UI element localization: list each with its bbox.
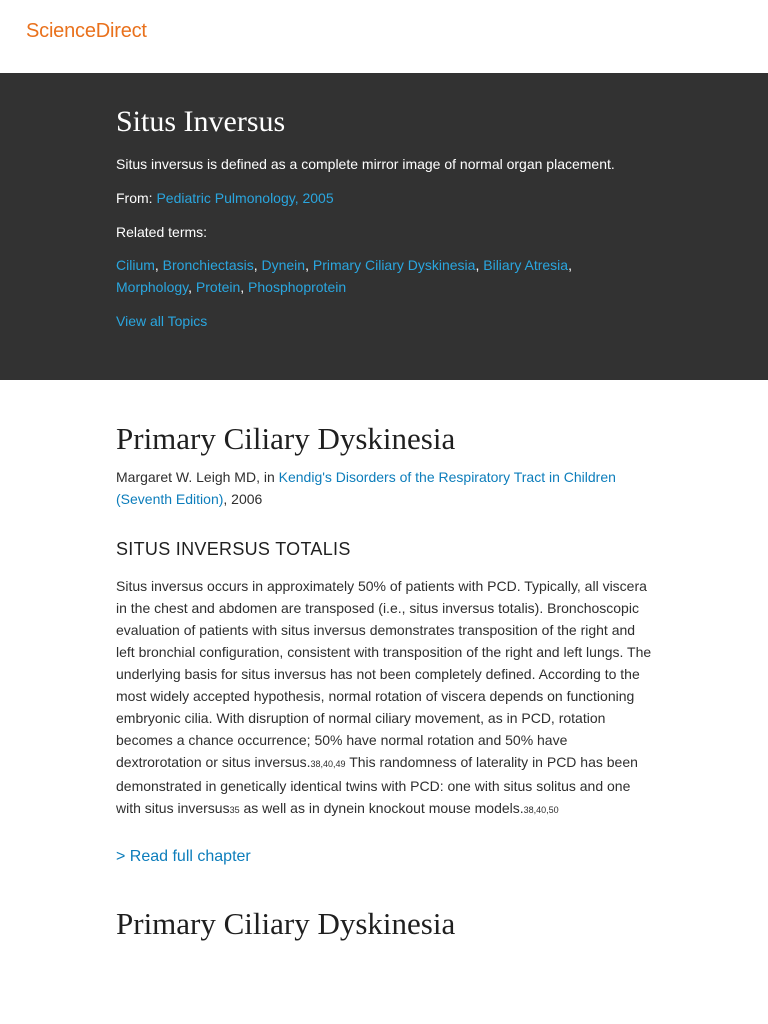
chapter-title[interactable]: Primary Ciliary Dyskinesia: [116, 906, 456, 941]
reference-citation[interactable]: 35: [229, 805, 240, 815]
related-term-link[interactable]: Protein: [195, 279, 241, 295]
topic-title: Situs Inversus: [116, 105, 286, 138]
related-term-link[interactable]: Dynein: [261, 257, 306, 273]
section-heading: SITUS INVERSUS TOTALIS: [116, 539, 351, 559]
excerpt-text: This randomness of laterality in PCD has been demonstrated in genetically identical twins with PCD: one with situs solitus and one with situs inversus: [116, 754, 638, 816]
topic-source: [116, 187, 652, 209]
article-entry: [116, 905, 652, 943]
reference-citation[interactable]: 38,40,50: [523, 805, 559, 815]
topic-definition: Situs inversus is defined as a complete mirror image of normal organ placement.: [116, 156, 615, 172]
related-terms-list: Cilium, Bronchiectasis, Dynein, Primary Ciliary Dyskinesia, Biliary Atresia, Morphology, Protein, Phosphoprotein: [116, 257, 572, 295]
site-header: [0, 0, 768, 73]
related-term-link[interactable]: Morphology: [116, 279, 189, 295]
excerpt-text: Situs inversus occurs in approximately 50% of patients with PCD. Typically, all viscera in the chest and abdomen are transposed (i.e., situs inversus totalis). Bronchoscopic evaluation of patients with situs inversus demonstrates transposition of the right and left bronchial configuration, consistent with transposition of the right and left lungs. The underlying basis for situs inversus has not been completely defined. According to the most widely accepted hypothesis, normal rotation of viscera depends on functioning embryonic cilia. With disruption of normal ciliary movement, as in PCD, rotation becomes a chance occurrence; 50% have normal rotation and 50% have dextrorotation or situs inversus.: [116, 578, 652, 770]
chapter-title[interactable]: Primary Ciliary Dyskinesia: [116, 421, 456, 456]
related-terms-label: Related terms:: [116, 224, 208, 240]
related-term-link[interactable]: Phosphoprotein: [248, 279, 347, 295]
related-term-link[interactable]: Primary Ciliary Dyskinesia: [312, 257, 476, 273]
related-term-link[interactable]: Biliary Atresia: [483, 257, 569, 273]
related-term-link[interactable]: Bronchiectasis: [162, 257, 254, 273]
related-term-link[interactable]: Cilium: [116, 257, 155, 273]
byline: [116, 466, 652, 510]
article-list: [0, 380, 768, 943]
view-all-topics-link[interactable]: View all Topics: [116, 313, 208, 329]
article-entry: [116, 380, 652, 868]
from-label: From:: [116, 190, 157, 206]
article-excerpt: [116, 575, 652, 821]
source-link[interactable]: Pediatric Pulmonology, 2005: [156, 190, 334, 206]
book-source-link[interactable]: Kendig's Disorders of the Respiratory Tract in Children (Seventh Edition): [116, 469, 616, 507]
publication-year: , 2006: [223, 491, 263, 507]
topic-panel: [0, 73, 768, 380]
read-full-chapter-link[interactable]: > Read full chapter: [116, 848, 251, 865]
byline-in: , in: [256, 469, 279, 485]
reference-citation[interactable]: 38,40,49: [310, 759, 346, 769]
sciencedirect-logo[interactable]: ScienceDirect: [26, 20, 147, 42]
excerpt-text: as well as in dynein knockout mouse models.: [239, 800, 524, 816]
author-name: Margaret W. Leigh MD: [116, 469, 257, 485]
